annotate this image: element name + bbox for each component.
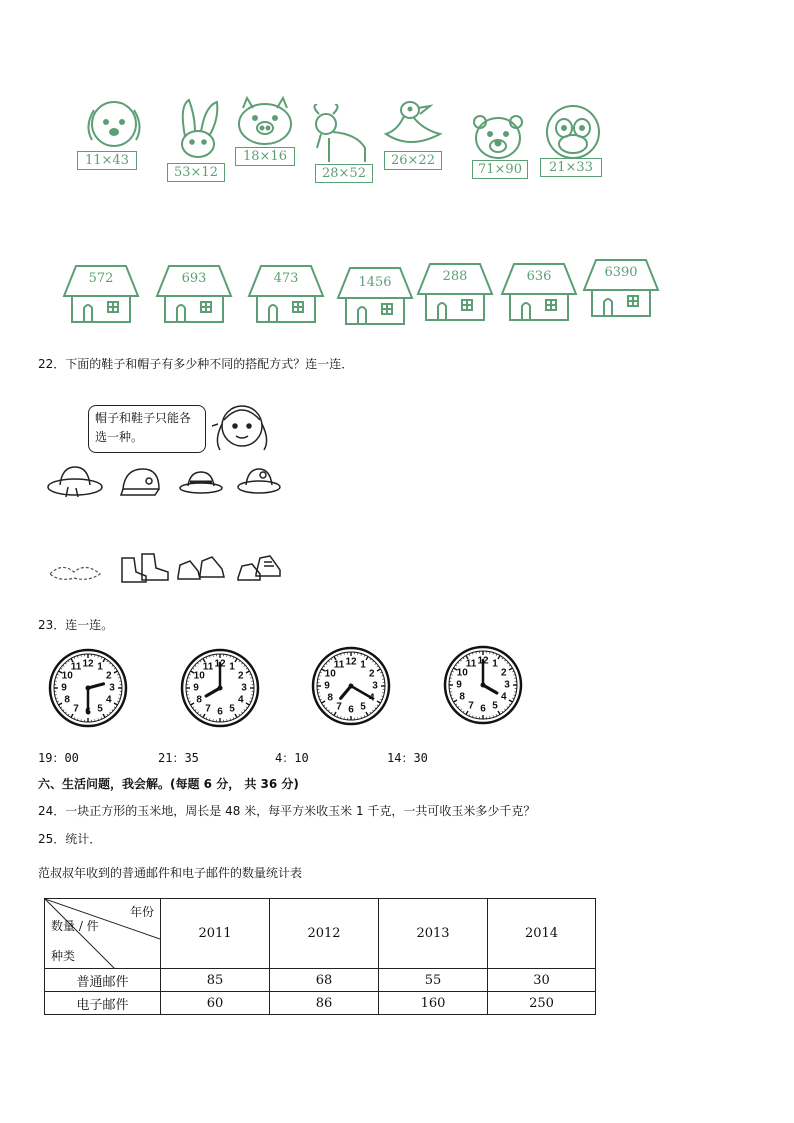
section-6-heading: 六、生活问题，我会解。(每题 6 分， 共 36 分) xyxy=(38,777,299,791)
clock-number: 8 xyxy=(459,691,465,703)
animal-tag[interactable]: 28×52 xyxy=(315,164,373,183)
table-row xyxy=(45,992,596,1015)
year-header: 2013 xyxy=(379,899,488,969)
hat-4[interactable] xyxy=(236,463,282,501)
question-23: 23．连一连。 xyxy=(38,618,114,632)
clock-3[interactable] xyxy=(311,646,391,726)
clock-number: 3 xyxy=(504,679,510,691)
table-cell: 68 xyxy=(270,969,379,992)
clock-number: 12 xyxy=(82,658,94,670)
house-number: 636 xyxy=(526,269,552,284)
table-cell: 60 xyxy=(161,992,270,1015)
house-number: 288 xyxy=(442,269,468,284)
clock-number: 9 xyxy=(324,680,330,692)
animal-tag[interactable]: 26×22 xyxy=(384,151,442,170)
clock-number: 5 xyxy=(97,703,103,715)
animal-goose xyxy=(380,100,450,150)
table-cell: 250 xyxy=(488,992,596,1015)
clock-number: 6 xyxy=(217,706,223,718)
clock-number: 3 xyxy=(372,680,378,692)
table-cell: 55 xyxy=(379,969,488,992)
clock-number: 9 xyxy=(193,682,199,694)
house-number: 693 xyxy=(181,271,207,286)
clock-4[interactable] xyxy=(443,645,523,725)
hat-2[interactable] xyxy=(119,465,165,503)
clock-number: 11 xyxy=(333,659,345,671)
clock-1[interactable] xyxy=(48,648,128,728)
time-option[interactable]: 4：10 xyxy=(275,751,309,765)
table-cell: 30 xyxy=(488,969,596,992)
clock-number: 12 xyxy=(477,655,489,667)
clock-2[interactable] xyxy=(180,648,260,728)
animal-bear xyxy=(470,112,526,162)
goose-icon xyxy=(380,100,450,150)
animal-tag[interactable]: 11×43 xyxy=(77,151,137,170)
girl-icon xyxy=(212,400,272,458)
question-24: 24．一块正方形的玉米地，周长是 48 米，每平方米收玉米 1 千克，一共可收玉米多少千克？ xyxy=(38,804,536,818)
clock-number: 4 xyxy=(501,691,507,703)
header-quantity-label: 数量 / 件 xyxy=(51,919,99,933)
clock-number: 1 xyxy=(492,658,498,670)
house[interactable] xyxy=(416,262,494,322)
row-label: 普通邮件 xyxy=(45,969,161,992)
boots-icon xyxy=(118,548,172,586)
clock-number: 6 xyxy=(480,703,486,715)
speech-bubble: 帽子和鞋子只能各选一种。 xyxy=(88,405,206,453)
table-cell: 160 xyxy=(379,992,488,1015)
clock-number: 1 xyxy=(97,661,103,673)
time-option[interactable]: 14：30 xyxy=(387,751,428,765)
clock-number: 7 xyxy=(205,703,211,715)
clock-number: 7 xyxy=(336,701,342,713)
house[interactable] xyxy=(62,264,140,324)
year-header: 2012 xyxy=(270,899,379,969)
clock-number: 7 xyxy=(468,700,474,712)
time-option[interactable]: 19：00 xyxy=(38,751,79,765)
animal-tag[interactable]: 71×90 xyxy=(472,160,528,179)
table-cell: 85 xyxy=(161,969,270,992)
table-caption: 范叔叔年收到的普通邮件和电子邮件的数量统计表 xyxy=(38,866,303,880)
clock-number: 3 xyxy=(109,682,115,694)
bear-icon xyxy=(470,112,526,162)
house[interactable] xyxy=(155,264,233,324)
house[interactable] xyxy=(500,262,578,322)
house-number: 6390 xyxy=(604,265,638,280)
clock-number: 9 xyxy=(61,682,67,694)
clock-number: 3 xyxy=(241,682,247,694)
hat-1[interactable] xyxy=(46,463,104,503)
rabbit-icon xyxy=(165,96,235,166)
fedora-hat-icon xyxy=(178,468,224,496)
monkey-icon xyxy=(540,104,606,160)
clock-number: 8 xyxy=(196,694,202,706)
question-25: 25．统计． xyxy=(38,832,102,846)
clock-number: 10 xyxy=(324,668,336,680)
header-type-label: 种类 xyxy=(51,949,76,963)
clock-number: 2 xyxy=(501,667,507,679)
clock-number: 1 xyxy=(360,659,366,671)
girl-figure xyxy=(212,400,272,462)
laced-shoes-icon xyxy=(236,550,282,584)
clock-number: 11 xyxy=(465,658,477,670)
clock-number: 6 xyxy=(85,706,91,718)
clock-number: 4 xyxy=(238,694,244,706)
house[interactable] xyxy=(582,258,660,318)
house-number: 572 xyxy=(88,271,114,286)
year-header: 2011 xyxy=(161,899,270,969)
clock-number: 10 xyxy=(61,670,73,682)
cap-icon xyxy=(119,465,165,499)
animal-pig xyxy=(233,96,297,148)
house-number: 473 xyxy=(273,271,299,286)
clock-number: 8 xyxy=(327,692,333,704)
year-header: 2014 xyxy=(488,899,596,969)
clock-number: 12 xyxy=(214,658,226,670)
sandal-icon xyxy=(48,556,102,584)
wide-brim-hat-icon xyxy=(46,463,104,499)
header-year-label: 年份 xyxy=(129,905,154,919)
mail-statistics-table xyxy=(44,898,596,1015)
sneakers-icon xyxy=(176,549,226,583)
clock-number: 10 xyxy=(193,670,205,682)
question-22: 22．下面的鞋子和帽子有多少种不同的搭配方式？连一连． xyxy=(38,357,354,371)
clock-number: 7 xyxy=(73,703,79,715)
clock-number: 5 xyxy=(229,703,235,715)
clock-number: 11 xyxy=(70,661,82,673)
clock-number: 1 xyxy=(229,661,235,673)
clock-number: 2 xyxy=(106,670,112,682)
shoe-4[interactable] xyxy=(236,550,282,588)
table-cell: 86 xyxy=(270,992,379,1015)
clock-number: 4 xyxy=(369,692,375,704)
hat-3[interactable] xyxy=(178,468,224,500)
diagonal-header-cell xyxy=(45,899,161,969)
animal-tag[interactable]: 53×12 xyxy=(167,163,225,182)
house-number: 1456 xyxy=(358,275,392,290)
goat-icon xyxy=(307,104,373,166)
animal-tag[interactable]: 21×33 xyxy=(540,158,602,177)
animal-goat xyxy=(307,104,373,166)
clock-number: 5 xyxy=(360,701,366,713)
house[interactable] xyxy=(247,264,325,324)
animal-tag[interactable]: 18×16 xyxy=(235,147,295,166)
clock-number: 9 xyxy=(456,679,462,691)
clock-number: 5 xyxy=(492,700,498,712)
pig-icon xyxy=(233,96,297,148)
shoe-1[interactable] xyxy=(48,556,102,588)
table-row xyxy=(45,969,596,992)
clock-number: 12 xyxy=(345,656,357,668)
clock-number: 2 xyxy=(369,668,375,680)
clock-number: 11 xyxy=(202,661,214,673)
clock-number: 6 xyxy=(348,704,354,716)
time-option[interactable]: 21：35 xyxy=(158,751,199,765)
clock-number: 2 xyxy=(238,670,244,682)
shoe-2[interactable] xyxy=(118,548,172,590)
shoe-3[interactable] xyxy=(176,549,226,587)
animal-rabbit xyxy=(165,96,235,166)
animal-monkey xyxy=(540,104,606,160)
row-label: 电子邮件 xyxy=(45,992,161,1015)
house[interactable] xyxy=(336,266,414,326)
clock-number: 10 xyxy=(456,667,468,679)
flower-hat-icon xyxy=(236,463,282,497)
clock-number: 4 xyxy=(106,694,112,706)
clock-number: 8 xyxy=(64,694,70,706)
